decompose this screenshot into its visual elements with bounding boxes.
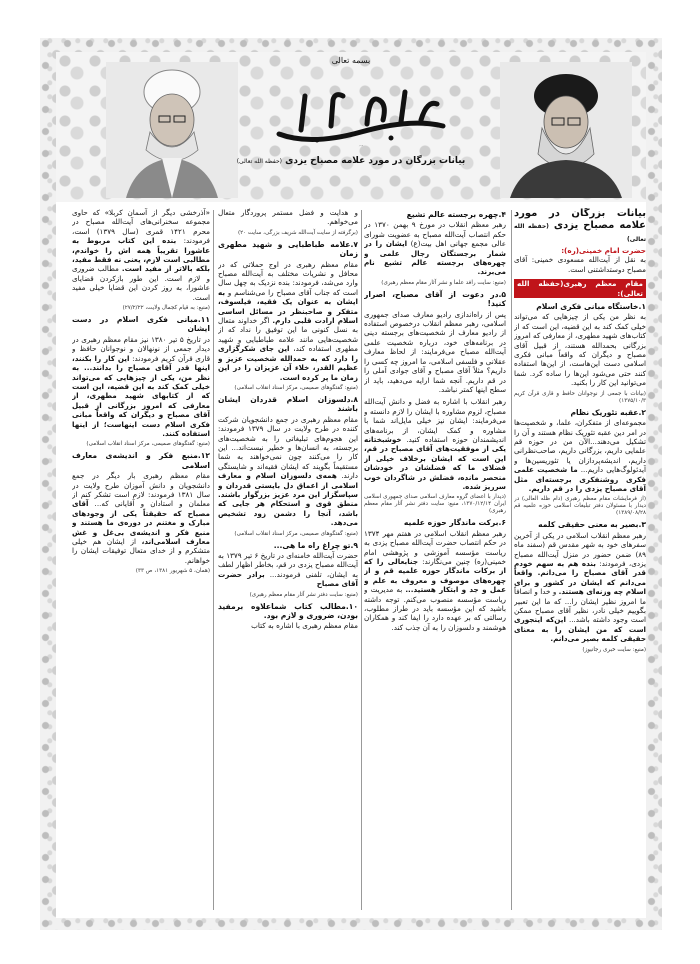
section-title: ۴.چهره برجسته عالم تشیع <box>406 210 506 219</box>
section-title: ۹.تو چراغ راه ما هی... <box>273 540 358 550</box>
source-note: (منبع: سایت خبری رجانیوز) <box>582 646 646 653</box>
column-3 <box>218 208 358 910</box>
floral-border-bottom <box>40 918 662 930</box>
section-text: «آذرخشی دیگر از آسمان کربلا» که حاوی مجموعه سخنرانی‌های آیت‌الله مصباح در محرم ۱۴۲۱ قمری (سال ۱۳۷۹) است، فرمودند: بنده این کتاب مربوط به عاشورا تقریباً همه اش را خواندم، مطالبی است لازم، یعنی نه فقط مفید، بلکه بالاتر از مفید است. مطالب ضروری و لازم است. این طور بازکردن قضایای عاشورا، به روز کردن این قضایا خیلی مفید است. <box>72 208 210 302</box>
floral-border-right <box>646 38 662 930</box>
leader-label: مقام معظم رهبری(حفظه الله تعالی): <box>514 279 646 298</box>
section-title: ۷.علامه طباطبایی و شهید مطهری زمان <box>218 239 358 259</box>
section-title: ۱۱.مبانی فکری اسلام در دست ایشان <box>72 315 210 334</box>
source-note: (منبع: گفتگوهای صمیمی، مرکز اسناد انقلاب اسلامی) <box>86 441 210 448</box>
source-note: (منبع: به قیام کجمال ولایت، ۲۷/۲/۲۲) <box>122 305 210 312</box>
section-title: ۳.بصیر به معنی حقیقی کلمه <box>538 520 646 530</box>
section-text: رهبر معظم انقلاب اسلامی در هفتم مهر ۱۳۷۴ در حکم انتصاب حضرت آیت‌الله مصباح یزدی به ریاست مؤسسه آموزشی و پژوهشی امام خمینی(ره) چنین می‌نگارند: جنابعالی را که از برکات ماندگار حوزه علمیه قم و از چهره‌های موصوف و معروف به علم و عمل و جد و ابتکار هستید... به مدیریت و ریاست مؤسسه منصوب می‌کنم. توجه داشته باشید که این مؤسسه باید در طراز مطلوب، رسالتی که بر عهده دارد را ایفا کند و همکاران هوشمند و دلسوزان را به آن جذب کند. <box>364 528 506 632</box>
section-title: ۱۰.مطالب کتاب شماعلاوه برمفید بودن، ضروری و لازم بود. <box>218 601 358 621</box>
cleric-portrait-left <box>106 62 238 198</box>
section-title: ۱۲.منبع فکر و اندیشه‌ی معارف اسلامی <box>72 451 210 470</box>
source-note: (منبع: سایت رافد علما و نشر آثار مقام معظم رهبری) <box>381 279 506 286</box>
section-text: مقام معظم رهبری بار دیگر در جمع دانشجویان و دانش آموزان طرح ولایت در سال ۱۳۸۱ فرمودند: لازم است تشکر کنم از معلمان و استادان و آقایانی که... آقای مصباح که حقیقتاً یکی از وجودهای مبارک و مغتنم در دوره‌ی ما هستند و منبع فکر و اندیشه‌ی بی‌غل و غش معارف اسلامی‌اند، از ایشان هم خیلی متشکرم و از خدای متعال توفیقات ایشان را خواهانم. <box>72 471 210 565</box>
section-title: ۲.عقبه تئوریک نظام <box>570 407 646 417</box>
column-4 <box>72 208 210 910</box>
section-title: ۵.در دعوت از آقای مصباح، اصرار کنید! <box>364 289 506 309</box>
column-2 <box>364 208 506 910</box>
floral-border-left <box>40 38 56 930</box>
leader-portrait-right <box>500 62 632 198</box>
column-divider <box>361 210 362 910</box>
section-text: مقام معظم رهبری در اوج حملاتی که در محافل و نشریات مختلف به آیت‌الله مصباح وارد می‌شد، فرمودند: بنده نزدیک به چهل سال است که جناب آقای مصباح را می‌شناسم و به ایشان به عنوان یک فقیه، فیلسوف، متفکر و صاحبنظر در مسائل اساسی اسلام ارادت قلبی دارم. اگر خداوند متعال به نسل کنونی ما این توفیق را نداد که از شخصیت‌هایی مانند علامه طباطبایی و شهید مطهری استفاده کند، این جای شکرگزاری را دارد که به حمدالله شخصیت عزیز و عظیم القدر، خلاء آن عزیزان را در این زمان ما پر کرده است. <box>218 259 358 382</box>
basmala: بسمه تعالی <box>331 56 371 65</box>
masthead <box>56 52 646 202</box>
newsletter-page <box>40 38 662 930</box>
column-divider <box>511 210 512 910</box>
section-title: ۶.برکت ماندگار حوزه علمیه <box>403 518 506 528</box>
section-text: در تاریخ ۵ تیر ۱۳۸۰ نیز مقام معظم رهبری در دیدار جمعی از نونهالان و نوجوانان حافظ و قاری قرآن کریم فرمودند: این کار را بکنند، اینها قدر آقای مصباح را بدانند... به نظر من، یکی از چیزهایی که می‌تواند خیلی کمک کند به این قضیه، این است که از کتابهای شهید مطهری، از معارفی که امروز بزرگانی از قبیل آقای مصباح و دیگران که واقعاً مبانی فکری اسلام دست اینهاست؛ از اینها استفاده کنند. <box>72 334 210 438</box>
column-divider <box>213 210 214 910</box>
source-note: (منبع: گفتگوهای صمیمی، مرکز اسناد انقلاب اسلامی) <box>234 384 358 391</box>
source-note: (از فرمایشات مقام معظم رهبری (دام ظله العالی) در دیدار با مسئولان دفتر تبلیغات اسلامی حوزه علمیه قم ۱۳۸۹/۰۸/۲۸) <box>514 496 646 517</box>
svg-text:عالم بصیر: عالم بصیر <box>358 146 364 147</box>
source-note: (بیانات با جمعی از نوجوانان حافظ و قاری قرآن کریم ۱۳۷۵/۱۰/۳) <box>514 390 646 404</box>
section-text: مجموعه‌ای از متفکران، علما، و شخصیت‌ها در امر دین عقبه تئوریک نظام هستند و آن را تشکیل می‌دهند...الآن من در حوزه قم علمایی داریم، بزرگانی داریم، صاحب‌نظرانی داریم، اندیشه‌پردازان یا تئوریسین‌ها و آیدئولوگ‌هایی داریم... ما شخصیت علمی فکری روشنفکری برجسته‌ای مثل آقای مصباح یزدی را در قم داریم. <box>514 418 646 493</box>
section-text: حضرت آیت‌الله خامنه‌ای در تاریخ ۶ تیر ۱۳۷۹ به آیت‌الله مصباح یزدی در قم، بخاطر اظهار لطف به ایشان، تلفنی فرمودند... برادر حضرت آقای مصباح <box>218 551 358 589</box>
source-note: (منبع: سایت دفتر نشر آثار مقام معظم رهبری) <box>249 591 358 598</box>
source-note: (برگرفته از سایت آیت‌الله شریف بزرگی، سایت ۲۰) <box>237 229 358 236</box>
section-text: رهبر معظم انقلاب در مورخ ۹ بهمن ۱۳۷۰ در حکم انتصاب آیت‌الله مصباح به عضویت شورای عالی مجمع جهانی اهل بیت(ع) ایشان را در شمار برجستگان رجال علمی و چهره‌های برجسته عالم تشیع نام می‌برند. <box>364 220 506 277</box>
column-1-heading: بیانات بزرگان در مورد علامه مصباح یزدی (حفظه الله تعالی) <box>514 208 646 243</box>
section-text: مقام معظم رهبری با اشاره به کتاب <box>251 621 358 631</box>
masthead-subtitle: بیانات بزرگان در مورد علامه مصباح یزدی (حفظه الله تعالی) <box>236 156 466 166</box>
imam-quote: به نقل از آیت‌الله مسعودی خمینی: آقای مصباح دوستداشتنی است. <box>514 255 646 274</box>
section-title: ۸.دلسوزان اسلام قدردان ایشان باشند <box>218 394 358 414</box>
imam-label: حضرت امام خمینی(ره): <box>561 246 646 255</box>
section-text: پس از راه‌اندازی رادیو معارف صدای جمهوری اسلامی، رهبر معظم انقلاب درخصوص استفاده از رادیو معارف از شخصیت‌های برجسته دینی در برنامه‌های خود، درباره شخصیت علمی آیت‌الله مصباح می‌فرمایند: از لحاظ معارف عقلانی و فلسفی اسلامی، ما امروز چه کسی را داریم؟ مثلاً آقای مصباح و آقای جوادی آملی را در قم داریم. آنجه شما ارایه می‌دهید، باید از سطح اینها کمتر نباشد. <box>364 309 506 394</box>
section-title: ۱.خاستگاه مبانی فکری اسلام <box>536 302 646 312</box>
section-text: به نظر من یکی از چیزهایی که می‌تواند خیلی کمک کند به این قضیه، این است که از کتاب‌های شهید مطهری، از معارفی که امروز بزرگانی بحمدالله هستند، از قبیل آقای مصباح و دیگران که واقعاً مبانی فکری اسلامی دست این‌هاست، از این‌ها استفاده کنند حتی می‌شود این‌ها را ساده کرد. شما می‌توانید این کار را بکنید. <box>514 312 646 388</box>
source-note: (همان، ۵ شهریور ۱۳۸۱، ص ۳۳) <box>135 568 210 575</box>
source-note: (دیدار با اعضای گروه معارف اسلامی صدای جمهوری اسلامی ایران ۱۳۷۰/۱۲/۱۴، منبع: سایت دفتر نشر آثار مقام معظم رهبری) <box>364 494 506 515</box>
section-text: رهبر انقلاب با اشاره به فضل و دانش آیت‌الله مصباح، لزوم مشاوره با ایشان را لازم دانسته و می‌فرمایند: ایشان نیز خیلی مایل‌اند شما با مشاوره و کمک ایشان، از برنامه‌های اندیشمندان حوزه استفاده کنید. خوشبختانه یکی از موفقیت‌های آقای مصباح در قم، این است که ایشان برخلاف خیلی از فضلای ما که فضلشان در خودشان منحصر مانده، فضلش در شاگردان خوب سرریز شده. <box>364 397 506 491</box>
section-text: مقام معظم رهبری در جمع دانشجویان شرکت کننده در طرح ولایت در سال ۱۳۷۹ فرمودند: این هجوم‌های تبلیغاتی را به شخصیت‌های برجسته، به انسان‌ها و خطیر نیست‌اند... این کار را می‌کنند چون نمی‌خواهند به شما مستقیماً بگویند که ایشان فقیه‌اند و شایستگی دارند. همه‌ی دلسوزان اسلام و معارف اسلامی از اعماق دل بایستی قدردان و سپاسگزار این مرد عزیز بزرگوار باشند. منطق قوی و استحکام هر جایی که باشد، آنجا را دشمن زود تشخیص می‌دهد. <box>218 414 358 528</box>
alem-basir-logo <box>271 86 451 148</box>
column-1 <box>514 208 646 910</box>
section-text: و هدایت و فضل مستمر پروردگار متعال می‌خواهم. <box>218 208 358 227</box>
floral-border-top <box>40 38 662 52</box>
source-note: (منبع: گفتگوهای صمیمی، مرکز اسناد انقلاب اسلامی) <box>234 530 358 537</box>
section-text: رهبر معظم انقلاب اسلامی در یکی از آخرین سفرهای خود به شهر مقدس قم (سفند ماه ۸۹) ضمن حضور در منزل آیت‌الله مصباح یزدی، فرمودند: بنده هم به سهم خودم قدر آقای مصباح را می‌دانم. واقعاً می‌دانم که ایشان در کشور و برای اسلام چه وزنه‌ای هستند. و خدا و انصافاً ما امروز نظیر ایشان را... که ما این تعبیر بگوییم خیلی نادر، نظیر آقای مصباح ممکن است وجود داشته باشد... این‌که اینجوری است که من ایشان را به معنای حقیقی کلمه بصیر می‌دانم. <box>514 530 646 644</box>
